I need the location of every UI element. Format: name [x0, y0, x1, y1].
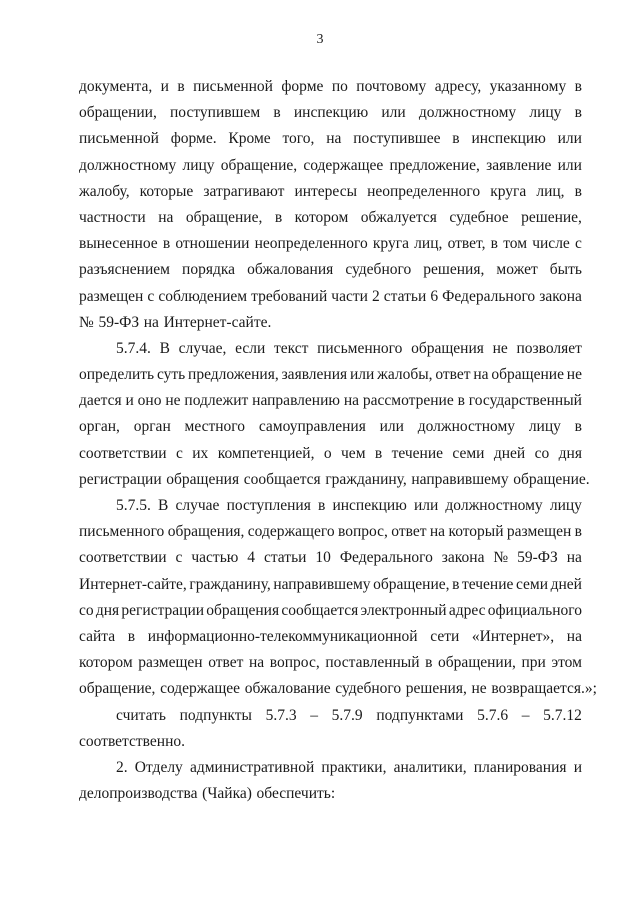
- text-line: разъяснением порядка обжалования судебного решения, может быть: [79, 261, 582, 279]
- paragraph: [79, 755, 582, 807]
- text-line: жалобу, которые затрагивают интересы неопределенного круга лиц, в: [79, 182, 582, 200]
- text-line: 5.7.4. В случае, если текст письменного обращения не позволяет: [116, 339, 582, 357]
- text-line: определить суть предложения, заявления или жалобы, ответ на обращение не: [79, 366, 582, 384]
- text-line: соответствии с их компетенцией, о чем в течение семи дней со дня: [79, 444, 582, 462]
- page-number: 3: [316, 32, 324, 47]
- text-line: соответствии с частью 4 статьи 10 Федерального закона № 59-ФЗ на: [79, 549, 582, 567]
- paragraph: [79, 74, 582, 336]
- text-line: обращение, содержащее обжалование судебного решения, не возвращается.»;: [79, 680, 597, 698]
- paragraph: [79, 493, 597, 703]
- text-line: дается и оно не подлежит направлению на рассмотрение в государственный: [79, 392, 582, 410]
- text-line: частности на обращение, в котором обжалуется судебное решение,: [79, 208, 582, 226]
- text-line: письменного обращения, содержащего вопрос, ответ на который размещен в: [79, 523, 582, 541]
- text-line: сайта в информационно-телекоммуникационной сети «Интернет», на: [79, 627, 582, 645]
- paragraph: [79, 336, 590, 493]
- document-body: [79, 74, 597, 807]
- text-line: со дня регистрации обращения сообщается электронный адрес официального: [79, 601, 582, 619]
- text-line: обращении, поступившем в инспекцию или должностному лицу в: [79, 104, 582, 122]
- paragraph: [79, 703, 582, 755]
- text-line: котором размещен ответ на вопрос, поставленный в обращении, при этом: [79, 654, 582, 672]
- text-line: документа, и в письменной форме по почтовому адресу, указанному в: [79, 78, 582, 95]
- text-line: считать подпункты 5.7.3 – 5.7.9 подпунктами 5.7.6 – 5.7.12: [116, 706, 582, 724]
- text-line: № 59-ФЗ на Интернет-сайте.: [79, 313, 272, 331]
- text-line: письменной форме. Кроме того, на поступившее в инспекцию или: [79, 130, 582, 148]
- text-line: делопроизводства (Чайка) обеспечить:: [79, 785, 336, 803]
- text-line: должностному лицу обращение, содержащее предложение, заявление или: [79, 156, 582, 174]
- text-line: соответственно.: [79, 732, 185, 750]
- text-line: Интернет-сайте, гражданину, направившему обращение, в течение семи дней: [79, 575, 582, 593]
- text-line: 2. Отделу административной практики, аналитики, планирования и: [116, 758, 582, 776]
- text-line: размещен с соблюдением требований части 2 статьи 6 Федерального закона: [79, 287, 582, 305]
- text-line: орган, орган местного самоуправления или должностному лицу в: [79, 418, 582, 436]
- text-line: вынесенное в отношении неопределенного круга лиц, ответ, в том числе с: [79, 235, 582, 253]
- text-line: регистрации обращения сообщается гражданину, направившему обращение.: [79, 470, 590, 488]
- text-line: 5.7.5. В случае поступления в инспекцию или должностному лицу: [116, 497, 582, 514]
